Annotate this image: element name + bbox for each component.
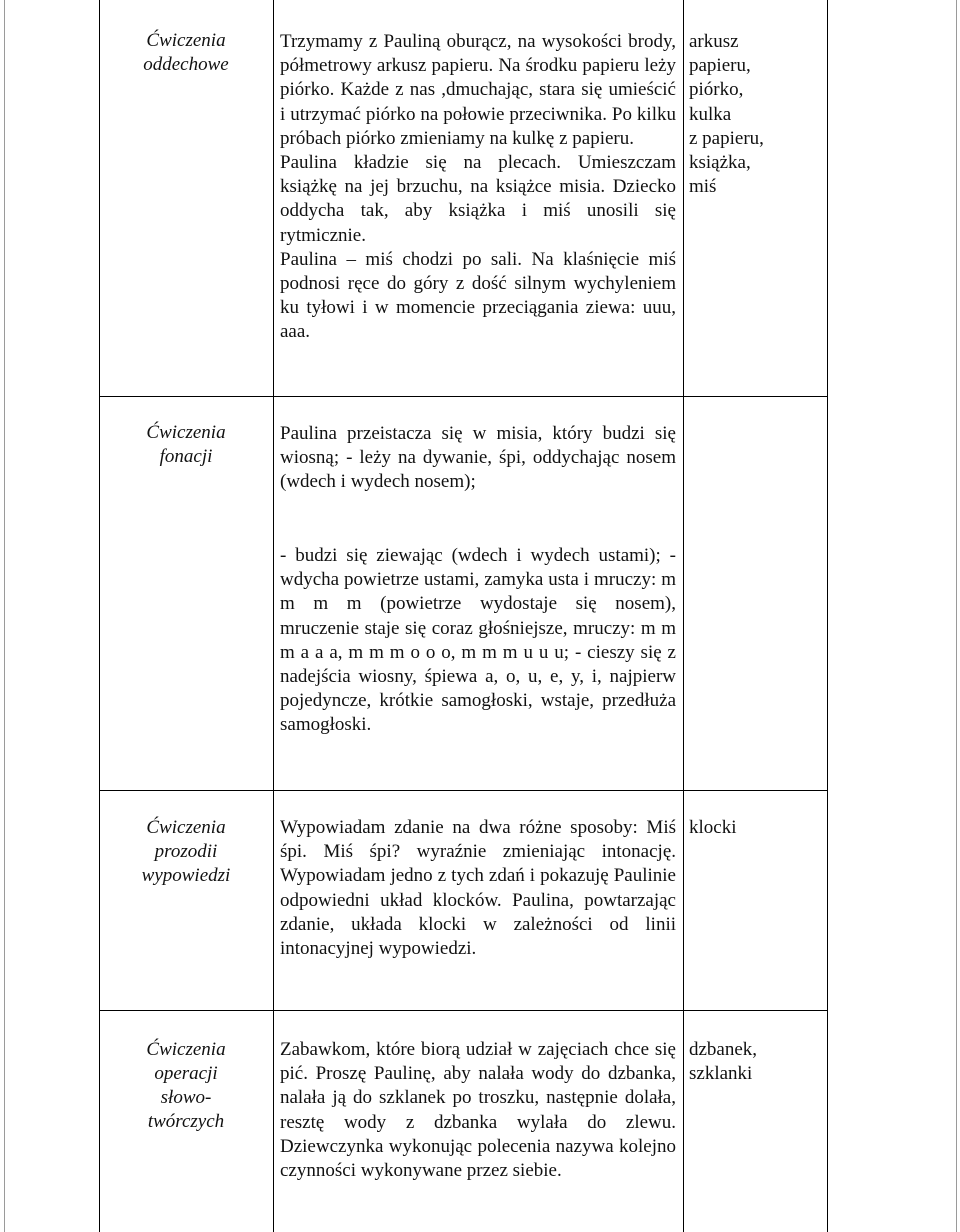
- material-item: arkusz: [689, 31, 739, 52]
- row-4-category: [100, 1038, 272, 1134]
- paragraph: Paulina kładzie się na plecach. Umieszczam książkę na jej brzuchu, na książce misia. Dziecko oddycha tak, aby książka i miś unosili się rytmicznie.: [280, 152, 676, 246]
- page-edge-right: [956, 0, 957, 1232]
- category-line: słowo-: [160, 1087, 212, 1108]
- row-3-category: [100, 816, 272, 888]
- material-item: szklanki: [689, 1063, 753, 1085]
- paragraph: Paulina – miś chodzi po sali. Na klaśnięcie miś podnosi ręce do góry z dość silnym wychyleniem ku tyłowi i w momencie przeciągania ziewa: uuu, aaa.: [280, 248, 676, 343]
- material-item: papieru,: [689, 55, 751, 77]
- paragraph: - budzi się ziewając (wdech i wydech ustami); - wdycha powietrze ustami, zamyka usta i mruczy: m m m m (powietrze wydostaje się nosem), mruczenie staje się coraz głośniejsze, mruczy: m m m a a a, m m m o o o, m m m u u u; - cieszy się z nadejścia wiosny, śpiewa a, o, u, e, y, i, najpierw pojedyncze, krótkie samogłoski, wstaje, przedłuża samogłoski.: [280, 545, 676, 736]
- category-line: twórczych: [147, 1111, 225, 1132]
- row-divider-2: [99, 790, 828, 791]
- material-item: książka,: [689, 152, 751, 174]
- category-line: oddechowe: [143, 54, 229, 75]
- paragraph: Wypowiadam zdanie na dwa różne sposoby: Miś śpi. Miś śpi? wyraźnie zmieniając intonację. Wypowiadam jedno z tych zdań i pokazuję Paulinie odpowiedni układ klocków. Paulina, powtarzając zdanie, układa klocki w zależności od linii intonacyjnej wypowiedzi.: [280, 817, 676, 960]
- category-line: Ćwiczenia: [146, 817, 226, 838]
- paragraph: Paulina przeistacza się w misia, który budzi się wiosną; - leży na dywanie, śpi, oddychając nosem (wdech i wydech nosem);: [280, 423, 676, 493]
- category-line: Ćwiczenia: [146, 1039, 226, 1060]
- row-divider-3: [99, 1010, 828, 1011]
- paragraph: Zabawkom, które biorą udział w zajęciach chce się pić. Proszę Paulinę, aby nalała wody do dzbanka, nalała ją do szklanek po troszku, następnie dolała, resztę wody z dzbanka wylała do zlewu. Dziewczynka wykonując polecenia nazywa kolejno czynności wykonywane przez siebie.: [280, 1039, 676, 1182]
- row-2-description: [280, 422, 676, 495]
- paragraph: Trzymamy z Pauliną oburącz, na wysokości brody, półmetrowy arkusz papieru. Na środku papieru leży piórko. Każde z nas ,dmuchając, stara się umieścić i utrzymać piórko na połowie przeciwnika. Po kilku próbach piórko zmieniamy na kulkę z papieru.: [280, 31, 676, 149]
- category-line: Ćwiczenia: [146, 422, 226, 443]
- column-divider-1: [273, 0, 274, 1232]
- row-divider-1: [99, 396, 828, 397]
- material-item: kulka: [689, 103, 732, 125]
- column-divider-2: [683, 0, 684, 1232]
- row-4-description: [280, 1038, 676, 1183]
- row-1-materials: [689, 30, 819, 199]
- category-line: fonacji: [159, 446, 213, 467]
- category-line: operacji: [154, 1063, 218, 1084]
- category-line: wypowiedzi: [141, 865, 231, 886]
- column-divider-3: [827, 0, 828, 1232]
- row-4-materials: [689, 1038, 819, 1086]
- material-item: klocki: [689, 817, 737, 838]
- category-line: prozodii: [154, 841, 218, 862]
- row-1-description: [280, 30, 676, 345]
- material-item: piórko,: [689, 79, 744, 101]
- page-edge-left: [4, 0, 5, 1232]
- row-3-materials: [689, 816, 819, 840]
- material-item: dzbanek,: [689, 1039, 758, 1060]
- row-3-description: [280, 816, 676, 961]
- material-item: miś: [689, 176, 717, 198]
- row-1-category: [100, 29, 272, 77]
- row-2-category: [100, 421, 272, 469]
- row-2-description-continued: [280, 544, 676, 738]
- category-line: Ćwiczenia: [146, 30, 226, 51]
- material-item: z papieru,: [689, 127, 764, 149]
